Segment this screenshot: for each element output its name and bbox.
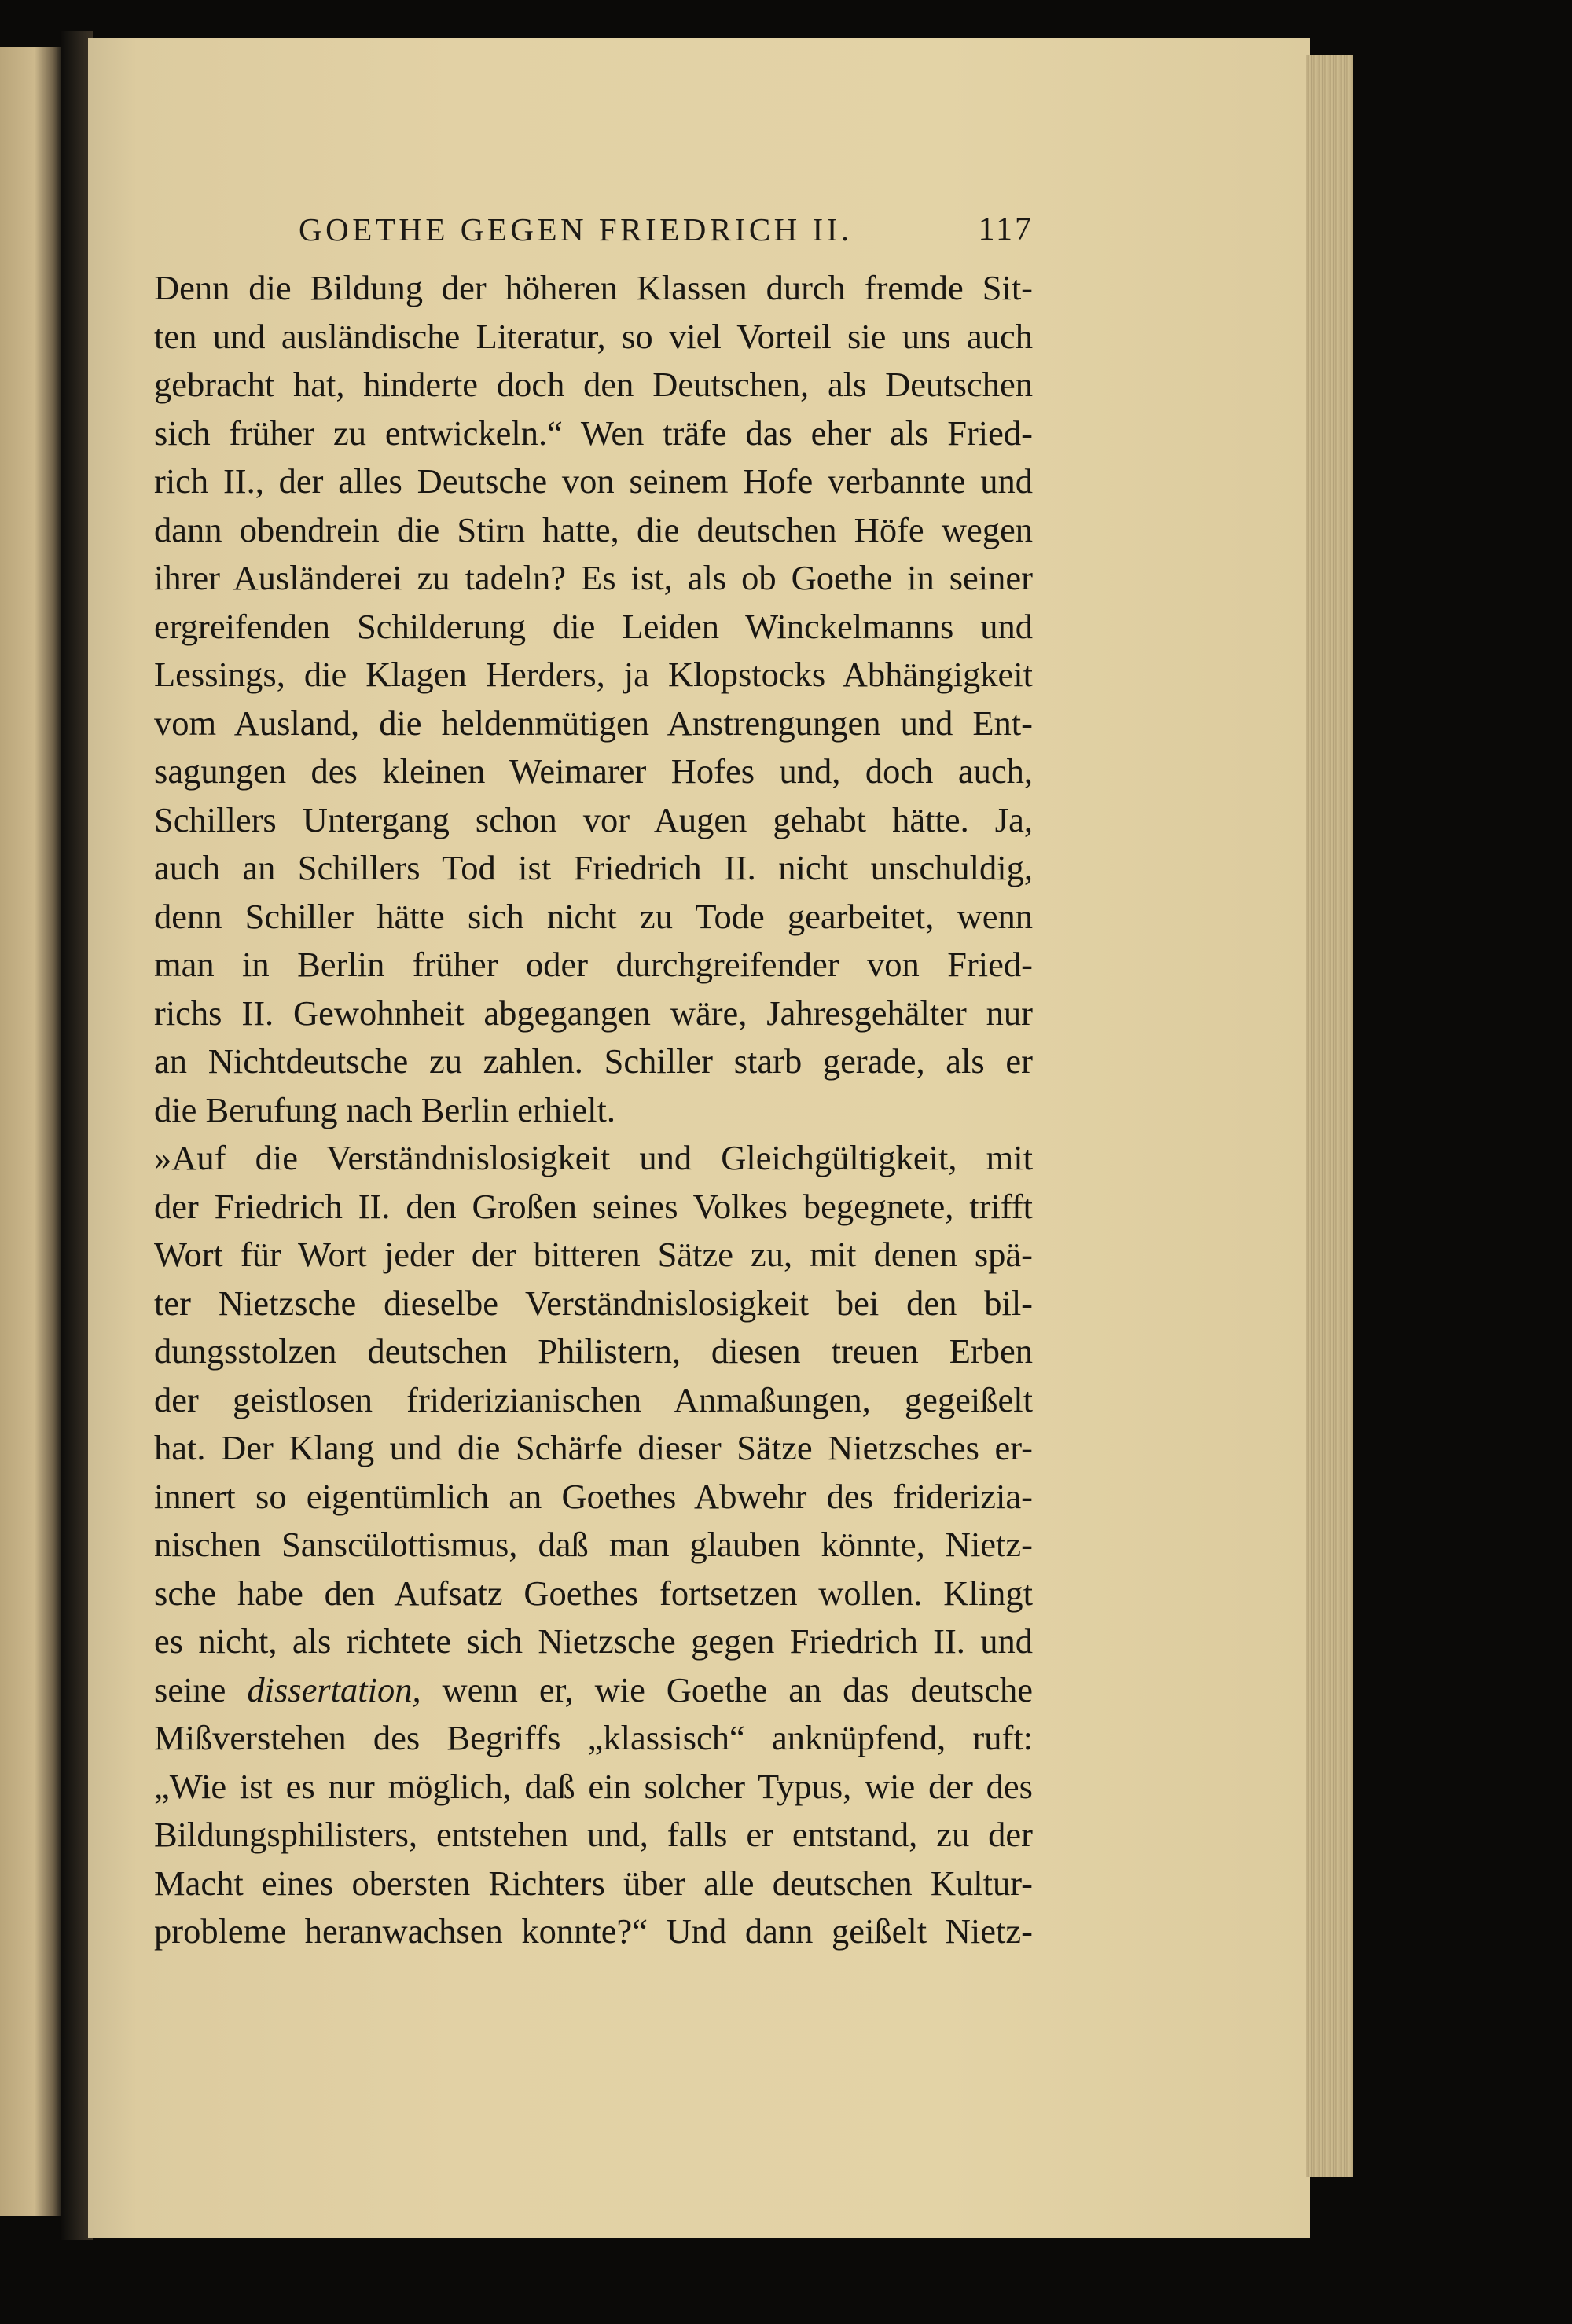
text-line: sagungen des kleinen Weimarer Hofes und, doch auch, bbox=[154, 751, 1033, 791]
text-line: denn Schiller hätte sich nicht zu Tode gearbeitet, wenn bbox=[154, 896, 1033, 936]
text-line: Bildungsphilisters, entstehen und, falls er entstand, zu der bbox=[154, 1815, 1033, 1854]
text-line: der geistlosen friderizianischen Anmaßungen, gegeißelt bbox=[154, 1379, 1033, 1419]
text-line: richs II. Gewohnheit abgegangen wäre, Jahresgehälter nur bbox=[154, 993, 1033, 1033]
text-line: Denn die Bildung der höheren Klassen durch fremde Sit- bbox=[154, 268, 1033, 307]
text-line: gebracht hat, hinderte doch den Deutschen, als Deutschen bbox=[154, 365, 1033, 404]
text-line: „Wie ist es nur möglich, daß ein solcher Typus, wie der des bbox=[154, 1766, 1033, 1806]
page-stack-edges bbox=[1306, 55, 1353, 2177]
text-line: ter Nietzsche dieselbe Verständnislosigkeit bei den bil- bbox=[154, 1283, 1033, 1323]
text-line: Mißverstehen des Begriffs „klassisch“ anknüpfend, ruft: bbox=[154, 1718, 1033, 1757]
text-line: Wort für Wort jeder der bitteren Sätze zu, mit denen spä- bbox=[154, 1235, 1033, 1274]
text-line: Lessings, die Klagen Herders, ja Klopstocks Abhängigkeit bbox=[154, 655, 1033, 694]
text-line: dungsstolzen deutschen Philistern, diesen treuen Erben bbox=[154, 1331, 1033, 1371]
text-line: man in Berlin früher oder durchgreifender von Fried- bbox=[154, 945, 1033, 984]
page-number: 117 bbox=[978, 211, 1034, 248]
text-line: probleme heranwachsen konnte?“ Und dann geißelt Nietz- bbox=[154, 1911, 1033, 1951]
text-line: dann obendrein die Stirn hatte, die deutschen Höfe wegen bbox=[154, 509, 1033, 549]
running-head-title: GOETHE GEGEN FRIEDRICH II. bbox=[299, 211, 853, 248]
text-line: ten und ausländische Literatur, so viel Vorteil sie uns auch bbox=[154, 316, 1033, 356]
running-head bbox=[299, 211, 1034, 266]
text-line: rich II., der alles Deutsche von seinem Hofe verbannte und bbox=[154, 461, 1033, 501]
text-line: Schillers Untergang schon vor Augen gehabt hätte. Ja, bbox=[154, 799, 1033, 839]
line-prefix: seine bbox=[154, 1669, 226, 1709]
line-rest: wenn er, wie Goethe an das deutsche bbox=[442, 1669, 1034, 1709]
text-line: sche habe den Aufsatz Goethes fortsetzen wollen. Klingt bbox=[154, 1573, 1033, 1613]
text-line: der Friedrich II. den Großen seines Volkes begegnete, trifft bbox=[154, 1186, 1033, 1226]
left-page-edge bbox=[0, 47, 63, 2216]
body-text bbox=[154, 264, 1033, 1956]
text-line: nischen Sanscülottismus, daß man glauben könnte, Nietz- bbox=[154, 1525, 1033, 1564]
text-line: an Nichtdeutsche zu zahlen. Schiller starb gerade, als er bbox=[154, 1041, 1033, 1081]
text-line: ihrer Ausländerei zu tadeln? Es ist, als ob Goethe in seiner bbox=[154, 558, 1033, 597]
text-line-paragraph-end: die Berufung nach Berlin erhielt. bbox=[154, 1089, 615, 1129]
text-line: ergreifenden Schilderung die Leiden Winckelmanns und bbox=[154, 606, 1033, 646]
text-line: hat. Der Klang und die Schärfe dieser Sätze Nietzsches er- bbox=[154, 1428, 1033, 1467]
text-line: es nicht, als richtete sich Nietzsche gegen Friedrich II. und bbox=[154, 1621, 1033, 1661]
text-line: auch an Schillers Tod ist Friedrich II. nicht unschuldig, bbox=[154, 848, 1033, 887]
text-line: sich früher zu entwickeln.“ Wen träfe das eher als Fried- bbox=[154, 413, 1033, 453]
text-line: »Auf die Verständnislosigkeit und Gleichgültigkeit, mit bbox=[154, 1138, 1033, 1177]
text-line: Macht eines obersten Richters über alle deutschen Kultur- bbox=[154, 1863, 1033, 1903]
text-line: vom Ausland, die heldenmütigen Anstrengungen und Ent- bbox=[154, 703, 1033, 743]
italic-word-dissertation: dissertation, bbox=[247, 1669, 421, 1709]
text-line: innert so eigentümlich an Goethes Abwehr des friderizia- bbox=[154, 1476, 1033, 1516]
text-line-with-italic bbox=[154, 1666, 1033, 1715]
